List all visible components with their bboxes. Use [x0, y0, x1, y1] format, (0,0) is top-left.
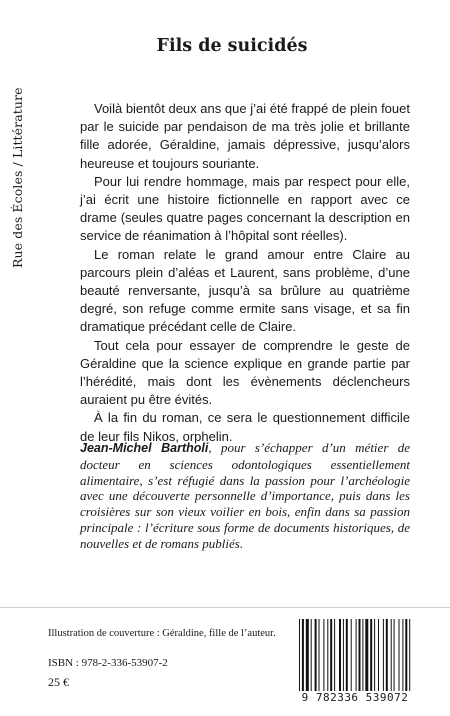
blurb-paragraph: Pour lui rendre hommage, mais par respect pour elle, j’ai écrit une histoire fictionnelle en rapport avec ce drame (seules quatre pages concernant la description en service de réanimation à l’hôpital sont réelles).: [80, 173, 410, 244]
barcode-bar: [339, 619, 341, 691]
back-cover-blurb: [80, 100, 410, 446]
barcode-bar: [409, 619, 410, 699]
blurb-paragraph: Le roman relate le grand amour entre Claire au parcours plein d’aléas et Laurent, sans problème, d’une beauté renversante, jusqu’à sa brûlure au quatrième degré, son refuge comme ermite sans visage, et sa fin dramatique précédant celle de Claire.: [80, 246, 410, 335]
barcode-bar: [391, 619, 392, 691]
barcode-bar: [405, 619, 407, 699]
barcode-bar: [330, 619, 332, 691]
blurb-paragraph: Voilà bientôt deux ans que j’ai été frappé de plein fouet par le suicide par pendaison de ma très jolie et brillante fille adorée, Géraldine, jamais dépressive, jusqu’alors heureuse et toujours souriante.: [80, 101, 410, 171]
barcode: [296, 619, 414, 711]
barcode-bars: [296, 619, 414, 699]
barcode-bar: [374, 619, 375, 691]
barcode-bar: [399, 619, 400, 691]
barcode-bar: [346, 619, 348, 691]
barcode-bar: [362, 619, 363, 691]
barcode-bar: [306, 619, 309, 691]
barcode-bar: [378, 619, 379, 691]
barcode-bar: [351, 619, 352, 691]
cover-credit: Illustration de couverture : Géraldine, fille de l’auteur.: [48, 628, 276, 639]
barcode-bar: [334, 619, 335, 691]
barcode-bar: [327, 619, 328, 691]
isbn: ISBN : 978-2-336-53907-2: [48, 657, 168, 669]
barcode-bar: [370, 619, 372, 691]
divider: [0, 607, 450, 608]
barcode-bar: [356, 619, 357, 691]
barcode-bar: [359, 619, 361, 691]
spine-text: [2, 38, 36, 268]
barcode-bar: [383, 619, 384, 691]
barcode-bar: [323, 619, 324, 691]
barcode-bar: [365, 619, 368, 691]
author-bio-text: , pour s’échapper d’un métier de docteur en sciences odontologiques essentiellement alimentaire, s’est réfugié dans la passion pour l’archéologie avec une découverte personnelle d’importance, puis dans les croisières sur son vieux voilier en bois, enfin dans sa passion principale : l’écriture sous forme de documents historiques, de nouvelles et de romans publiés.: [80, 440, 410, 551]
book-title: Fils de suicidés: [156, 36, 308, 56]
barcode-bar: [402, 619, 403, 691]
barcode-bar: [299, 619, 300, 699]
barcode-bar: [311, 619, 312, 691]
author-bio: [80, 440, 410, 552]
blurb-paragraph: Tout cela pour essayer de comprendre le geste de Géraldine que la science explique en grande partie par l’hérédité, mais dont les évènements déclencheurs auraient pu être évités.: [80, 337, 410, 408]
barcode-bar: [343, 619, 344, 691]
author-name: Jean-Michel Bartholi: [80, 441, 209, 455]
barcode-bar: [394, 619, 395, 691]
price: 25 €: [48, 675, 69, 689]
barcode-digits: 9 782336 539072: [296, 691, 414, 707]
barcode-bar: [315, 619, 317, 691]
barcode-bar: [319, 619, 320, 691]
blurb-paragraph: À la fin du roman, ce sera le questionnement difficile de leur fils Nikos, orphelin.: [80, 410, 410, 444]
barcode-bar: [386, 619, 388, 691]
barcode-bar: [302, 619, 304, 699]
spine-label: Rue des Écoles / Littérature: [10, 87, 25, 268]
